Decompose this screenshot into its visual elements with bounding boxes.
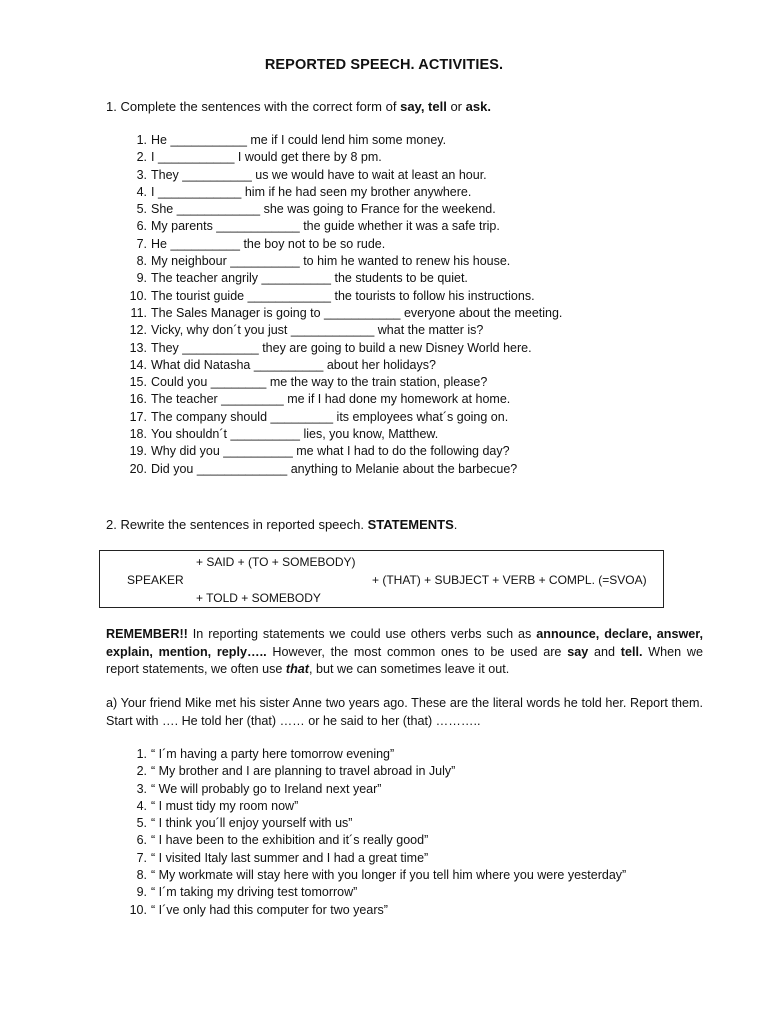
sentence-item-text: She ____________ she was going to France for the weekend.: [151, 202, 496, 217]
sentence-item-text: They ___________ they are going to build a new Disney World here.: [151, 340, 532, 355]
quote-item-text: “ I´ve only had this computer for two years”: [151, 902, 388, 917]
sentence-item-text: What did Natasha __________ about her holidays?: [151, 357, 436, 372]
sentence-item: [0, 253, 768, 270]
sentence-item-number: 20.: [129, 461, 147, 476]
remember-tell: tell.: [620, 644, 643, 659]
remember-and: and: [588, 644, 621, 659]
sentence-item-text: Vicky, why don´t you just ____________ what the matter is?: [151, 323, 484, 338]
sentence-item-text: The teacher angrily __________ the students to be quiet.: [151, 271, 468, 286]
instruction-a: a) Your friend Mike met his sister Anne two years ago. These are the literal words he told her. Report them. Start with …. He told her (that) …… or he said to her (that) ………..: [106, 696, 703, 728]
quote-item: [0, 832, 768, 849]
sentence-item-number: 8.: [136, 254, 147, 269]
quote-item: [0, 746, 768, 763]
quote-item-text: “ I´m taking my driving test tomorrow”: [151, 885, 358, 900]
sentence-item: [0, 322, 768, 339]
sentence-item-number: 15.: [129, 375, 147, 390]
quote-item: [0, 884, 768, 901]
sentence-item-number: 11.: [130, 305, 147, 320]
section2-heading-suffix: .: [453, 517, 458, 532]
sentence-item: [0, 184, 768, 201]
quote-item-text: “ I must tidy my room now”: [151, 798, 299, 813]
remember-that: that: [285, 662, 309, 677]
remember-label: REMEMBER!!: [106, 627, 188, 641]
sentence-item-text: The teacher _________ me if I had done my homework at home.: [151, 392, 511, 407]
sentence-item: [0, 201, 768, 218]
sentence-item-text: The company should _________ its employees what´s going on.: [151, 409, 509, 424]
formula-structure: + (THAT) + SUBJECT + VERB + COMPL. (=SVOA): [372, 573, 647, 587]
section2-heading: [106, 517, 457, 532]
sentence-item-number: 5.: [136, 202, 147, 217]
page-title: REPORTED SPEECH. ACTIVITIES.: [264, 57, 504, 73]
sentence-item: [0, 409, 768, 426]
sentence-item-number: 10.: [129, 288, 147, 303]
quote-item: [0, 815, 768, 832]
quote-item: [0, 850, 768, 867]
section1-heading: [106, 99, 491, 114]
sentence-item-number: 7.: [136, 236, 147, 251]
remember-note: [106, 626, 703, 679]
remember-text-4: , but we can sometimes leave it out.: [309, 662, 510, 677]
sentence-item-number: 4.: [136, 184, 147, 199]
remember-text-3: When we report statements, we often use: [106, 644, 704, 677]
sentence-item-text: My parents ____________ the guide whether it was a safe trip.: [151, 219, 500, 234]
section1-heading-or: or: [446, 99, 466, 114]
quote-item-text: “ I have been to the exhibition and it´s really good”: [151, 833, 429, 848]
section1-heading-prefix: 1. Complete the sentences with the correct form of: [106, 99, 401, 114]
sentence-item: [0, 443, 768, 460]
sentence-item-number: 12.: [129, 323, 147, 338]
sentence-item: [0, 461, 768, 478]
quote-item-number: 10.: [129, 902, 147, 917]
sentence-item-text: I ____________ him if he had seen my brother anywhere.: [151, 184, 472, 199]
remember-say: say: [567, 644, 589, 659]
sentence-item-text: You shouldn´t __________ lies, you know, Matthew.: [151, 427, 439, 442]
quote-item-number: 2.: [136, 764, 147, 779]
section2-heading-prefix: 2. Rewrite the sentences in reported speech.: [106, 517, 368, 532]
quote-item-text: “ I think you´ll enjoy yourself with us”: [151, 816, 353, 831]
remember-text-2: However, the most common ones to be used are: [266, 644, 568, 659]
sentence-item: [0, 357, 768, 374]
quote-item-text: “ We will probably go to Ireland next year”: [151, 781, 382, 796]
sentence-item: [0, 340, 768, 357]
sentence-item: [0, 167, 768, 184]
sentence-item: [0, 288, 768, 305]
quote-item: [0, 781, 768, 798]
sentence-item-text: My neighbour __________ to him he wanted to renew his house.: [151, 254, 511, 269]
sentence-item: [0, 374, 768, 391]
formula-speaker: SPEAKER: [127, 573, 184, 587]
quote-item: [0, 867, 768, 884]
sentence-item: [0, 305, 768, 322]
quote-item: [0, 902, 768, 919]
section1-heading-bold-ask: ask.: [465, 99, 491, 114]
sentence-item: [0, 391, 768, 408]
quote-item: [0, 763, 768, 780]
quote-item-number: 7.: [136, 850, 147, 865]
quote-item-number: 5.: [136, 816, 147, 831]
sentence-item-text: The Sales Manager is going to ___________ everyone about the meeting.: [151, 305, 563, 320]
quote-item-number: 4.: [136, 798, 147, 813]
quote-item-number: 3.: [136, 781, 147, 796]
sentence-item-number: 17.: [129, 409, 147, 424]
quote-item-text: “ My brother and I are planning to travel abroad in July”: [151, 764, 456, 779]
sentence-item: [0, 149, 768, 166]
section1-heading-bold-verbs: say, tell: [400, 99, 447, 114]
sentence-item-number: 6.: [136, 219, 147, 234]
sentence-item: [0, 132, 768, 149]
sentence-item-number: 18.: [129, 427, 147, 442]
sentence-item-number: 14.: [129, 357, 147, 372]
sentence-item-number: 9.: [136, 271, 147, 286]
remember-text-1: In reporting statements we could use others verbs such as: [187, 627, 537, 641]
sentence-item-text: Did you _____________ anything to Melanie about the barbecue?: [151, 461, 518, 476]
quote-item: [0, 798, 768, 815]
quote-item-number: 1.: [136, 747, 147, 761]
sentence-item-text: Could you ________ me the way to the train station, please?: [151, 375, 488, 390]
section1-sentence-list: [0, 132, 768, 478]
quote-item-text: “ I´m having a party here tomorrow evening”: [151, 747, 395, 761]
sentence-item-text: I ___________ I would get there by 8 pm.: [151, 150, 382, 165]
sentence-item-text: They __________ us we would have to wait at least an hour.: [151, 167, 487, 182]
quote-item-number: 6.: [136, 833, 147, 848]
sentence-item: [0, 426, 768, 443]
section2-heading-bold: STATEMENTS: [367, 517, 454, 532]
sentence-item-text: He __________ the boy not to be so rude.: [151, 236, 386, 251]
sentence-item-number: 19.: [129, 444, 147, 459]
sentence-item-number: 16.: [129, 392, 147, 407]
quote-item-number: 8.: [136, 868, 147, 883]
sentence-item-text: The tourist guide ____________ the tourists to follow his instructions.: [151, 288, 535, 303]
reported-speech-formula-box: [99, 550, 664, 608]
remember-verbs: announce, declare, answer, explain, mention, reply…..: [106, 627, 703, 659]
quote-item-text: “ My workmate will stay here with you longer if you tell him where you were yesterday”: [151, 868, 627, 883]
formula-said-line: + SAID + (TO + SOMEBODY): [196, 555, 356, 569]
sentence-item: [0, 218, 768, 235]
quote-item-number: 9.: [136, 885, 147, 900]
sentence-item-text: Why did you __________ me what I had to do the following day?: [151, 444, 510, 459]
sentence-item: [0, 270, 768, 287]
quote-item-text: “ I visited Italy last summer and I had a great time”: [151, 850, 429, 865]
sentence-item-text: He ___________ me if I could lend him some money.: [151, 133, 447, 147]
sentence-item-number: 1.: [136, 133, 147, 147]
sentence-item: [0, 236, 768, 253]
section2-quote-list: [0, 746, 768, 919]
sentence-item-number: 2.: [136, 150, 147, 165]
sentence-item-number: 13.: [129, 340, 147, 355]
sentence-item-number: 3.: [136, 167, 147, 182]
formula-told-line: + TOLD + SOMEBODY: [196, 591, 321, 605]
